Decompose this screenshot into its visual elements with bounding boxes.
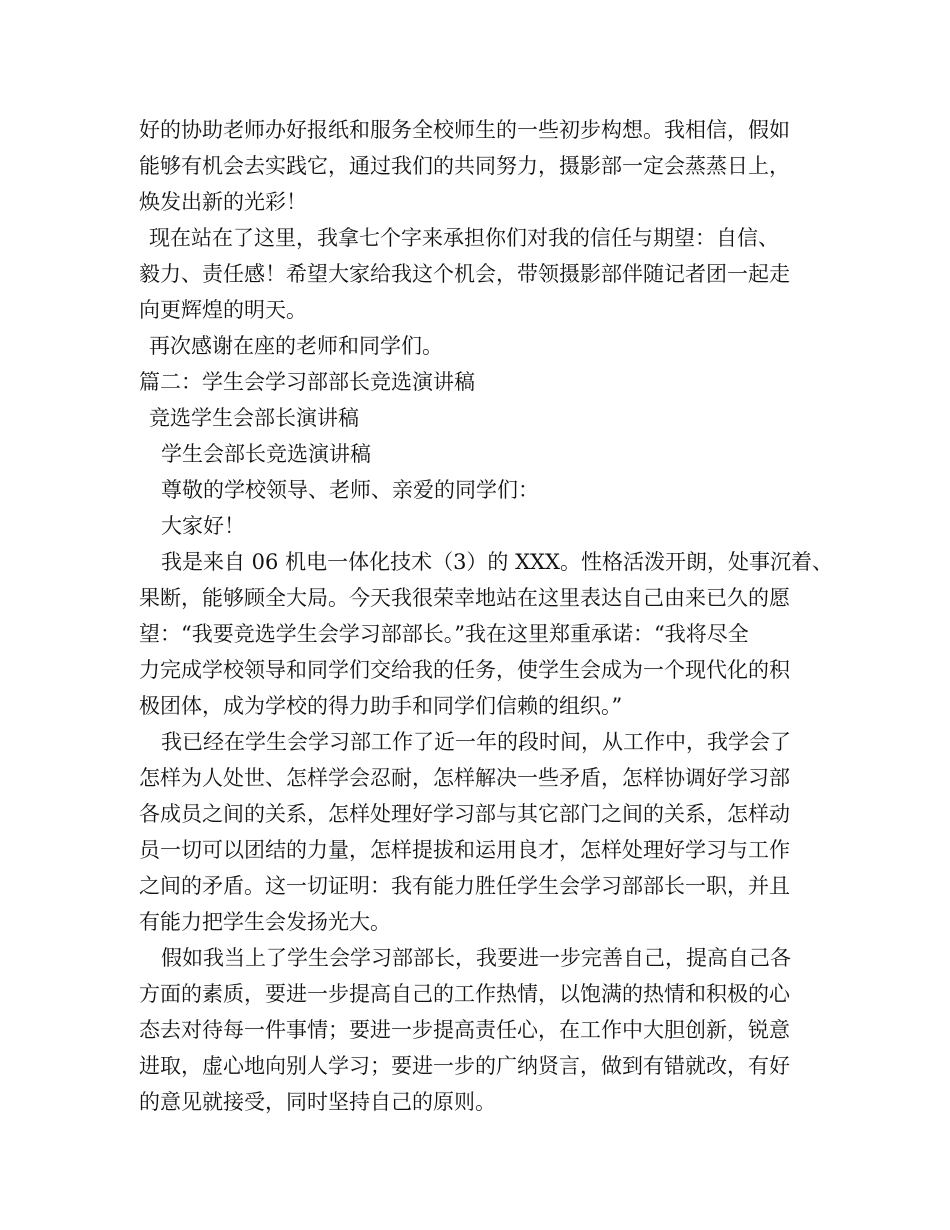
text-line: 之间的矛盾。这一切证明：我有能力胜任学生会学习部部长一职，并且 [139,874,790,898]
text-line: 员一切可以团结的力量，怎样提拔和运用良才，怎样处理好学习与工作 [139,838,790,862]
text-line: 进取，虚心地向别人学习；要进一步的广纳贤言，做到有错就改，有好 [139,1054,790,1078]
text-line: 力完成学校领导和同学们交给我的任务，使学生会成为一个现代化的积 [139,658,790,682]
text-line: 果断，能够顾全大局。今天我很荣幸地站在这里表达自己由来已久的愿 [139,586,790,610]
text-line: 的意见就接受，同时坚持自己的原则。 [139,1090,496,1114]
text-line: 现在站在了这里，我拿七个字来承担你们对我的信任与期望：自信、 [149,226,779,250]
text-line: 焕发出新的光彩！ [139,190,307,214]
text-line: 假如我当上了学生会学习部部长，我要进一步完善自己，提高自己各 [161,946,791,970]
text-line: 向更辉煌的明天。 [139,298,307,322]
text-line: 望：“我要竞选学生会学习部部长。”我在这里郑重承诺：“我将尽全 [139,622,749,646]
text-line: 好的协助老师办好报纸和服务全校师生的一些初步构想。我相信，假如 [139,118,790,142]
speech-subtitle: 学生会部长竞选演讲稿 [161,442,371,466]
salutation: 尊敬的学校领导、老师、亲爱的同学们： [161,478,539,502]
text-line: 怎样为人处世、怎样学会忍耐，怎样解决一些矛盾，怎样协调好学习部 [139,766,790,790]
speech-title: 竞选学生会部长演讲稿 [149,406,359,430]
text-line: 极团体，成为学校的得力助手和同学们信赖的组织。” [139,694,623,718]
text-line: 我已经在学生会学习部工作了近一年的段时间，从工作中，我学会了 [161,730,791,754]
text-line: 毅力、责任感！希望大家给我这个机会，带领摄影部伴随记者团一起走 [139,262,790,286]
text-line: 我是来自 06 机电一体化技术（3）的 XXX。性格活泼开朗，处事沉着、 [161,550,833,574]
document-body [139,112,839,1120]
text-line: 能够有机会去实践它，通过我们的共同努力，摄影部一定会蒸蒸日上， [139,154,790,178]
text-line: 态去对待每一件事情；要进一步提高责任心，在工作中大胆创新，锐意 [139,1018,790,1042]
text-line: 方面的素质，要进一步提高自己的工作热情，以饱满的热情和积极的心 [139,982,790,1006]
greeting: 大家好！ [161,514,245,538]
text-line: 各成员之间的关系，怎样处理好学习部与其它部门之间的关系，怎样动 [139,802,790,826]
section-heading: 篇二：学生会学习部部长竞选演讲稿 [139,370,475,394]
text-line: 有能力把学生会发扬光大。 [139,910,391,934]
text-line: 再次感谢在座的老师和同学们。 [149,334,443,358]
